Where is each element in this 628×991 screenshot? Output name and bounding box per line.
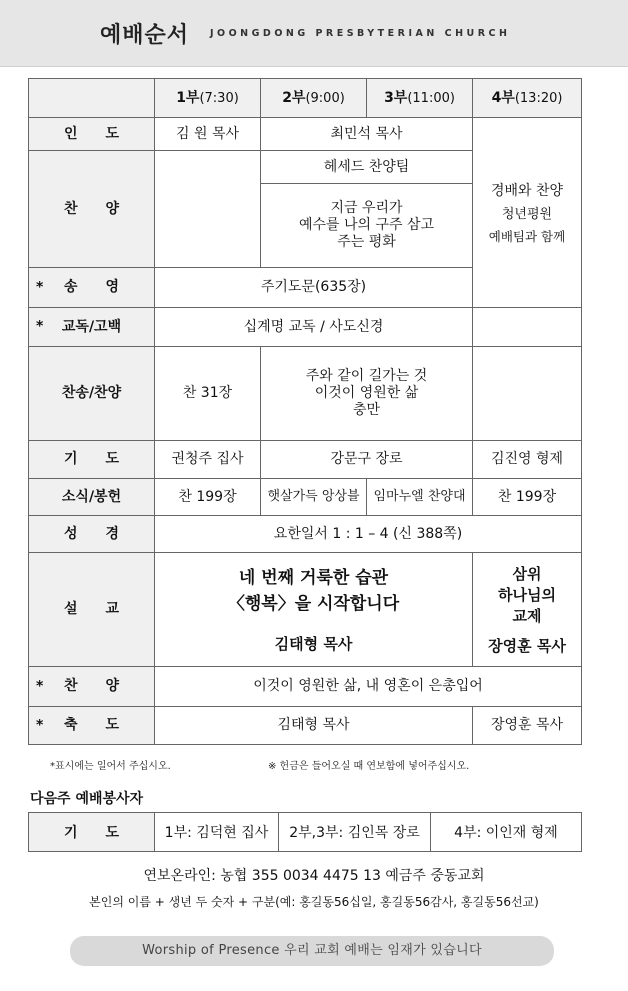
label-lead: 인도 (29, 118, 155, 151)
hymn-s4 (473, 347, 582, 441)
confession-value: 십계명 교독 / 사도신경 (155, 308, 473, 347)
sermon-title-2: 〈행복〉을 시작합니다 (227, 593, 400, 614)
next-week-label: 기도 (29, 813, 155, 852)
row-hymn2 (29, 667, 582, 707)
row-confession (29, 308, 582, 347)
confession-s4 (473, 308, 582, 347)
sermon-main (155, 553, 473, 667)
lead-s1: 김 원 목사 (155, 118, 261, 151)
label-hymn: 찬송/찬양 (29, 347, 155, 441)
lead-s23: 최민석 목사 (261, 118, 473, 151)
special-s4: 찬 199장 (473, 479, 582, 516)
service-2-header: 2부(9:00) (261, 79, 367, 118)
service-1-header: 1부(7:30) (155, 79, 261, 118)
label-hymn2: * 찬양 (29, 667, 155, 707)
worship-order-table (28, 78, 582, 745)
label-special: 소식/봉헌 (29, 479, 155, 516)
doxology-value: 주기도문(635장) (155, 268, 473, 308)
praise-song: 지금 우리가 예수를 나의 구주 삼고 주는 평화 (261, 184, 473, 268)
special-s3: 임마누엘 찬양대 (367, 479, 473, 516)
label-praise: 찬양 (29, 151, 155, 268)
next-week-table (28, 812, 582, 852)
row-sermon (29, 553, 582, 667)
benediction-s123: 김태형 목사 (155, 707, 473, 745)
notes (50, 757, 590, 772)
church-name: JOONGDONG PRESBYTERIAN CHURCH (210, 28, 511, 39)
scripture-value: 요한일서 1 : 1 – 4 (신 388쪽) (155, 516, 582, 553)
row-scripture (29, 516, 582, 553)
label-benediction: * 축도 (29, 707, 155, 745)
praise-team: 헤세드 찬양팀 (261, 151, 473, 184)
next-week-title: 다음주 예배봉사자 (30, 791, 144, 807)
label-confession: * 교독/고백 (29, 308, 155, 347)
prayer-s1: 권청주 집사 (155, 441, 261, 479)
special-s2: 햇살가득 앙상블 (261, 479, 367, 516)
note-offering: ※ 헌금은 들어오실 때 연보함에 넣어주십시오. (268, 761, 470, 772)
label-sermon: 설교 (29, 553, 155, 667)
row-lead (29, 118, 582, 151)
sermon-s4: 삼위 하나님의 교제 장영훈 목사 (473, 553, 582, 667)
special-s1: 찬 199장 (155, 479, 261, 516)
next-week-s1: 1부: 김덕현 집사 (155, 813, 279, 852)
label-doxology: * 송영 (29, 268, 155, 308)
label-prayer: 기도 (29, 441, 155, 479)
account-instructions: 본인의 이름 + 생년 두 숫자 + 구분(예: 홍길동56십일, 홍길동56감사, 홍길동56선교) (89, 895, 539, 909)
label-scripture: 성경 (29, 516, 155, 553)
header-bar (0, 0, 628, 67)
row-prayer (29, 441, 582, 479)
benediction-s4: 장영훈 목사 (473, 707, 582, 745)
service-3-header: 3부(11:00) (367, 79, 473, 118)
note-stand: *표시에는 일어서 주십시오. (50, 761, 171, 772)
service-4-header: 4부(13:20) (473, 79, 582, 118)
hymn-s1: 찬 31장 (155, 347, 261, 441)
hymn-s23: 주와 같이 길가는 것 이것이 영원한 삶 충만 (261, 347, 473, 441)
sermon-preacher: 김태형 목사 (274, 635, 353, 653)
sermon-title-1: 네 번째 거룩한 습관 (238, 568, 389, 588)
next-week-s23: 2부,3부: 김인목 장로 (279, 813, 431, 852)
next-week-s4: 4부: 이인재 형제 (431, 813, 582, 852)
s4-praise: 경배와 찬양 청년평원 예배팀과 함께 (473, 118, 582, 308)
header-corner (29, 79, 155, 118)
prayer-s4: 김진영 형제 (473, 441, 582, 479)
footer-banner: Worship of Presence 우리 교회 예배는 임재가 있습니다 (70, 936, 554, 966)
account-info: 연보온라인: 농협 355 0034 4475 13 예금주 중동교회 (143, 868, 485, 884)
service-header-row (29, 79, 582, 118)
row-special (29, 479, 582, 516)
next-week-row (29, 813, 582, 852)
page-title: 예배순서 (100, 23, 190, 48)
prayer-s23: 강문구 장로 (261, 441, 473, 479)
praise-s1 (155, 151, 261, 268)
hymn2-value: 이것이 영원한 삶, 내 영혼이 은총입어 (155, 667, 582, 707)
row-hymn (29, 347, 582, 441)
row-benediction (29, 707, 582, 745)
